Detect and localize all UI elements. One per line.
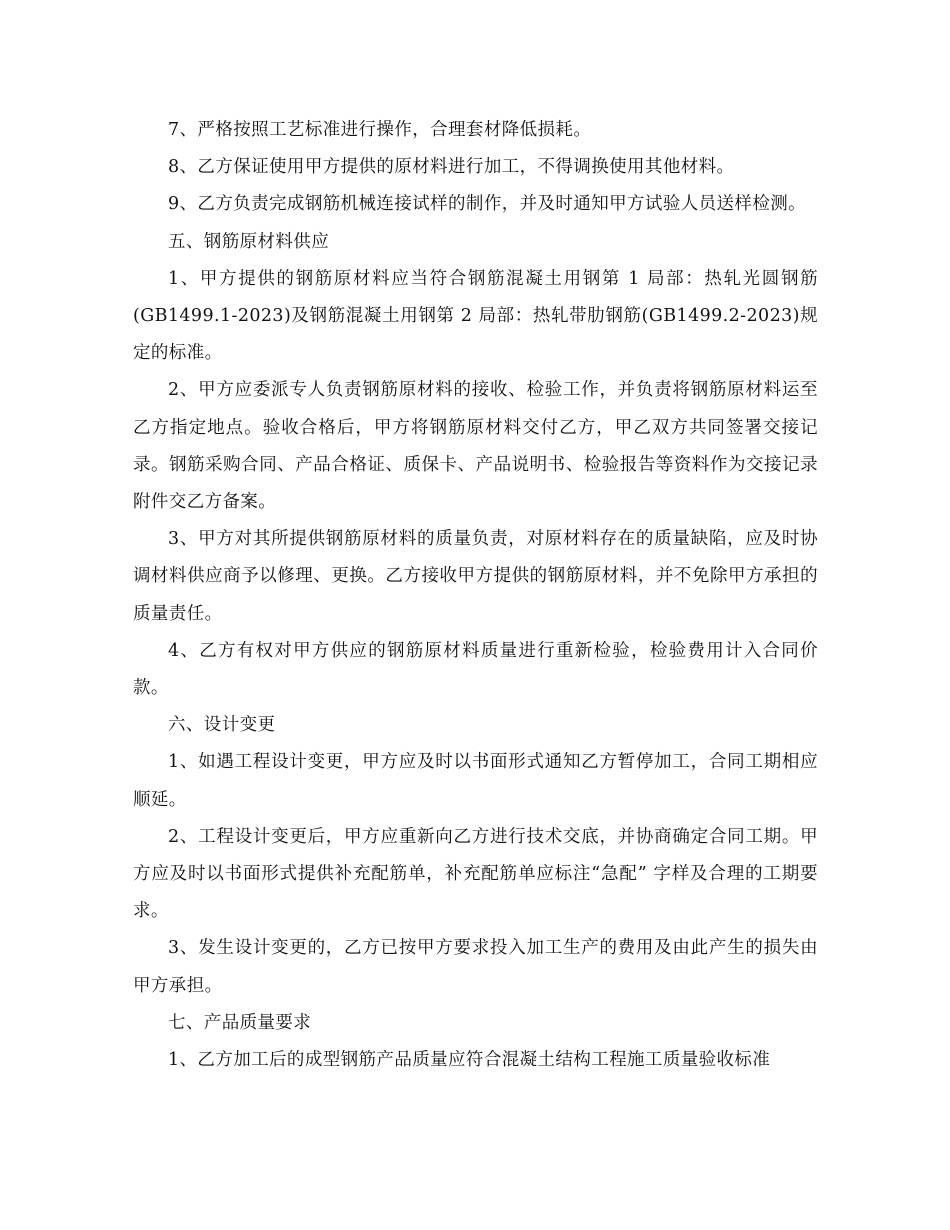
section-5-clause-4: 4、乙方有权对甲方供应的钢筋原材料质量进行重新检验，检验费用计入合同价款。 [133, 640, 818, 699]
section-7-clause-1: 1、乙方加工后的成型钢筋产品质量应符合混凝土结构工程施工质量验收标准 [168, 1050, 771, 1071]
clause-8-use-supplied-materials: 8、乙方保证使用甲方提供的原材料进行加工，不得调换使用其他材料。 [168, 157, 735, 178]
section-6-clause-3: 3、发生设计变更的，乙方已按甲方要求投入加工生产的费用及由此产生的损失由甲方承担。 [133, 938, 818, 996]
clause-7-operate-by-standard: 7、严格按照工艺标准进行操作，合理套材降低损耗。 [168, 120, 592, 140]
section-6-heading: 六、设计变更 [168, 715, 276, 736]
document-page [133, 112, 818, 1079]
section-5-heading: 五、钢筋原材料供应 [168, 231, 330, 252]
section-5-clause-2: 2、甲方应委派专人负责钢筋原材料的接收、检验工作，并负责将钢筋原材料运至乙方指定地点。验收合格后，甲方将钢筋原材料交付乙方，甲乙双方共同签署交接记录。钢筋采购合同、产品合格证、质保卡、产品说明书、检验报告等资料作为交接记录附件交乙方备案。 [133, 380, 818, 513]
section-7-heading: 七、产品质量要求 [168, 1012, 312, 1033]
section-5-clause-1: 1、甲方提供的钢筋原材料应当符合钢筋混凝土用钢第 1 局部：热轧光圆钢筋(GB1499.1-2023)及钢筋混凝土用钢第 2 局部：热轧带肋钢筋(GB1499.2-2023)规定的标准。 [133, 268, 818, 364]
section-6-clause-2: 2、工程设计变更后，甲方应重新向乙方进行技术交底，并协商确定合同工期。甲方应及时以书面形式提供补充配筋单，补充配筋单应标注“急配” 字样及合理的工期要求。 [133, 826, 818, 922]
clause-9-mechanical-connection-samples: 9、乙方负责完成钢筋机械连接试样的制作，并及时通知甲方试验人员送样检测。 [168, 194, 807, 215]
section-5-clause-3: 3、甲方对其所提供钢筋原材料的质量负责，对原材料存在的质量缺陷，应及时协调材料供应商予以修理、更换。乙方接收甲方提供的钢筋原材料，并不免除甲方承担的质量责任。 [133, 529, 818, 624]
section-6-clause-1: 1、如遇工程设计变更，甲方应及时以书面形式通知乙方暂停加工，合同工期相应顺延。 [133, 752, 818, 810]
